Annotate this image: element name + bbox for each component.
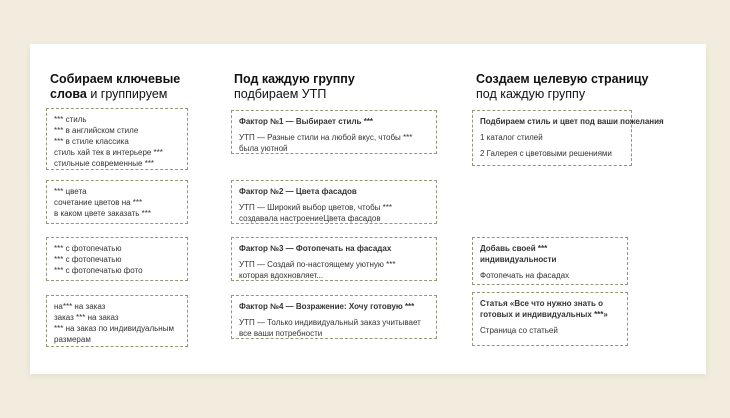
factor-box: Фактор №2 — Цвета фасадов УТП — Широкий выбор цветов, чтобы *** создавала настроениеЦвета фасадов (231, 180, 437, 224)
column-title-pages: Создаем целевую страницу под каждую группу (476, 72, 649, 101)
keyword-group-box: на*** на заказ заказ *** на заказ *** на заказ по индивидуальным размерам (46, 295, 188, 347)
factor-box: Фактор №3 — Фотопечать на фасадах УТП — Создай по-настоящему уютную *** которая вдохновляет... (231, 237, 437, 281)
keyword-group-box: *** с фотопечатью *** с фотопечатью *** с фотопечатью фото (46, 237, 188, 281)
factor-box: Фактор №4 — Возражение: Хочу готовую *** УТП — Только индивидуальный заказ учитывает все ваши потребности (231, 295, 437, 339)
column-title-keywords (50, 72, 180, 102)
landing-page-box: Статья «Все что нужно знать о готовых и индивидуальных ***» Страница со статьей (472, 292, 628, 346)
landing-page-box: Подбираем стиль и цвет под ваши пожелания 1 каталог стилей 2 Галерея с цветовыми решениями (472, 110, 632, 166)
keyword-group-box: *** стиль *** в английском стиле *** в стиле классика стиль хай тек в интерьере *** стильные современные *** (46, 108, 188, 170)
column-title-keywords-line2: слова и группируем (50, 87, 168, 101)
column-title-utp: Под каждую группу подбираем УТП (234, 72, 355, 101)
landing-page-box: Добавь своей *** индивидуальности Фотопечать на фасадах (472, 237, 628, 285)
factor-box: Фактор №1 — Выбирает стиль *** УТП — Разные стили на любой вкус, чтобы *** была уютной (231, 110, 437, 154)
column-title-keywords-line1: Собираем ключевые (50, 72, 181, 86)
keyword-group-box: *** цвета сочетание цветов на *** в каком цвете заказать *** (46, 180, 188, 224)
